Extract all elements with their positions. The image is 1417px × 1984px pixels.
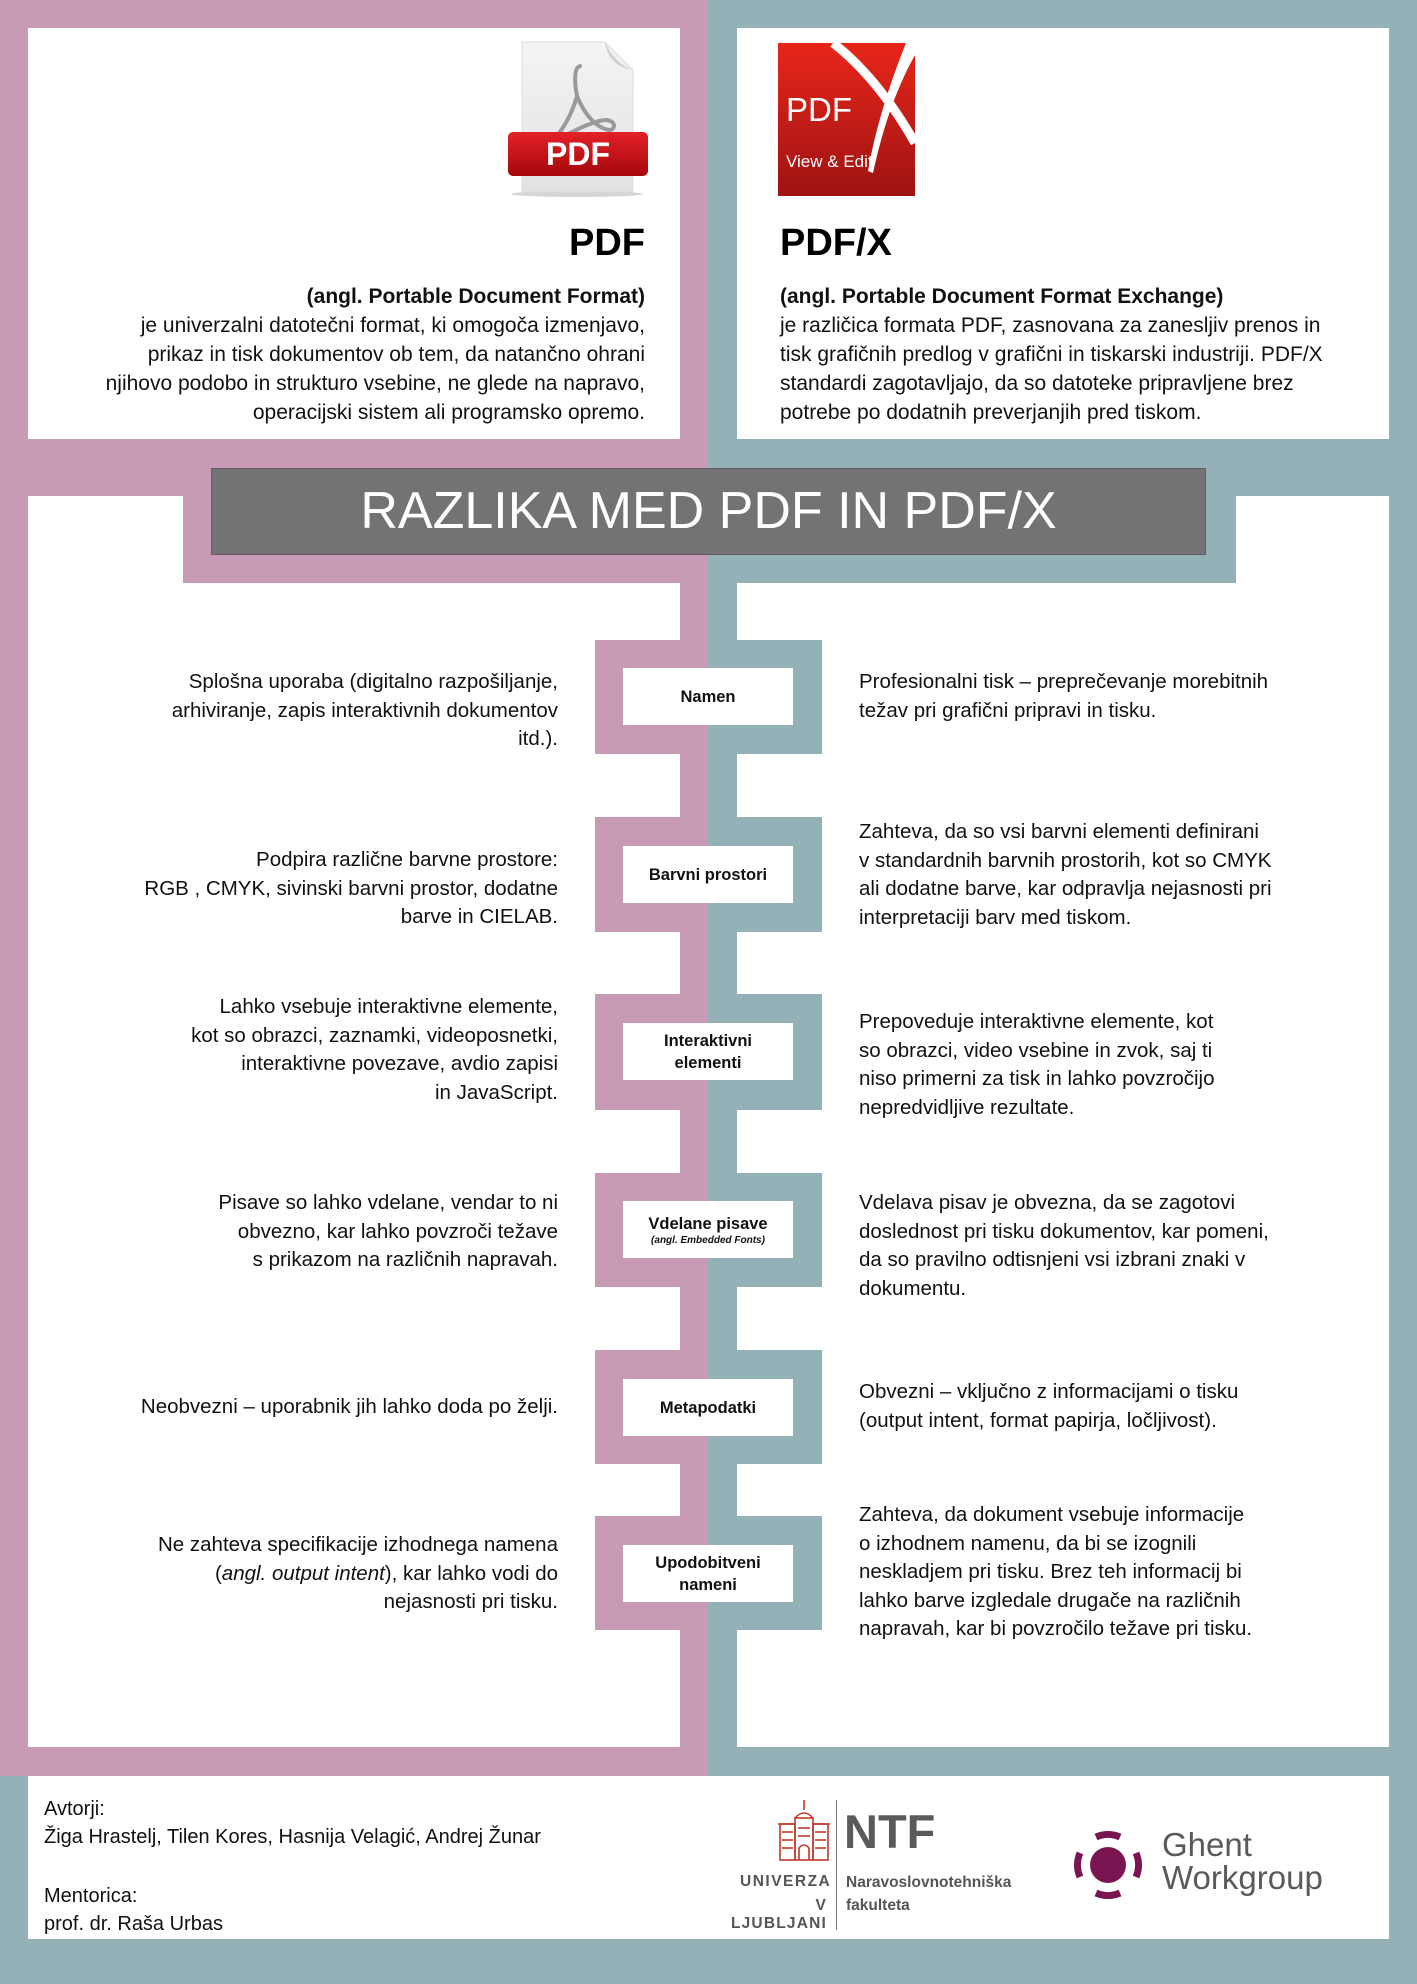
logo-divider [836, 1800, 837, 1930]
pdfx-cell-metapodatki [859, 1378, 1339, 1435]
row-label-text: Vdelane pisave [648, 1214, 768, 1233]
pdf-subtitle: (angl. Portable Document Format) [306, 285, 645, 308]
cell-text: ( [214, 1561, 222, 1585]
pdfx-icon-x [866, 45, 873, 56]
cell-line: Splošna uporaba (digitalno razpošiljanje, [188, 670, 558, 693]
pdf-cell-barvni-prostori [70, 846, 558, 932]
cell-line: da so pravilno odtisnjeni vsi izbrani znaki v [859, 1248, 1246, 1271]
pdfx-title: PDF/X [780, 222, 892, 264]
pdf-cell-interaktivni-elementi [70, 993, 558, 1107]
cell-line: dokumentu. [859, 1276, 967, 1300]
cell-line: težav pri grafični pripravi in tisku. [859, 698, 1157, 722]
row-label-barvni-prostori [623, 846, 793, 903]
cell-line: interpretaciji barv med tiskom. [859, 905, 1132, 929]
cell-line: so obrazci, video vsebine in zvok, saj ti [859, 1038, 1213, 1062]
row-label-text: Interaktivni elementi [663, 1031, 753, 1072]
pdfx-subtitle: (angl. Portable Document Format Exchange) [780, 285, 1224, 308]
university-building-icon [778, 1800, 830, 1862]
pdfx-description-line: potrebe po dodatnih preverjanjih pred tiskom. [780, 401, 1202, 424]
ghent-logo-line2: Workgroup [1162, 1859, 1323, 1896]
pdfx-icon-label: PDF [786, 91, 852, 128]
cell-line: s prikazom na različnih napravah. [252, 1248, 558, 1271]
cell-line: obvezno, kar lahko povzroči težave [237, 1219, 558, 1243]
row-label-namen [623, 668, 793, 725]
pdf-cell-vdelane-pisave [70, 1189, 558, 1275]
cell-line: neskladjem pri tisku. Brez teh informacij bi [859, 1560, 1242, 1583]
university-logo [730, 1800, 1040, 1935]
row-label-subtext: (angl. Embedded Fonts) [651, 1234, 765, 1246]
cell-line: arhiviranje, zapis interaktivnih dokumentov [171, 698, 558, 722]
pdfx-cell-upodobitveni-nameni [859, 1501, 1339, 1644]
pdf-title: PDF [569, 222, 645, 264]
cell-line: interaktivne povezave, avdio zapisi [241, 1052, 558, 1075]
cell-line: ali dodatne barve, kar odpravlja nejasnosti pri [859, 877, 1272, 900]
pdf-icon-label: PDF [546, 136, 610, 172]
mentor-block [44, 1882, 223, 1938]
authors-label: Avtorji: [44, 1798, 105, 1820]
row-label-interaktivni-elementi [623, 1023, 793, 1080]
mentor-name: prof. dr. Raša Urbas [44, 1913, 223, 1935]
pdfx-app-icon [778, 43, 915, 196]
university-name-line1: UNIVERZA [740, 1873, 832, 1890]
pdfx-icon-caption: View & Edit [786, 152, 873, 171]
row-label-text: Metapodatki [659, 1398, 757, 1417]
ghent-workgroup-logo [1074, 1828, 1364, 1903]
cell-line: Obvezni – vključno z informacijami o tisku [859, 1380, 1239, 1403]
cell-line: doslednost pri tisku dokumentov, kar pomeni, [859, 1219, 1269, 1243]
cell-line: Profesionalni tisk – preprečevanje morebitnih [859, 670, 1269, 693]
row-label-metapodatki [623, 1379, 793, 1436]
pdf-description-line: njihovo podobo in strukturo vsebine, ne glede na napravo, [105, 372, 645, 395]
cell-line: nepredvidljive rezultate. [859, 1095, 1075, 1119]
cell-line: Prepoveduje interaktivne elemente, kot [859, 1010, 1214, 1033]
ghent-logo-line1: Ghent [1162, 1826, 1252, 1863]
page-title: RAZLIKA MED PDF IN PDF/X [360, 482, 1057, 540]
cell-line: o izhodnem namenu, da bi se izognili [859, 1531, 1197, 1555]
pdf-cell-upodobitveni-nameni [70, 1531, 558, 1617]
pdf-description-line: je univerzalni datotečni format, ki omogoča izmenjavo, [140, 314, 645, 337]
cell-line: Neobvezni – uporabnik jih lahko doda po želji. [140, 1395, 558, 1418]
authors-names: Žiga Hrastelj, Tilen Kores, Hasnija Velagić, Andrej Žunar [44, 1826, 541, 1848]
row-label-text: Namen [680, 687, 736, 706]
university-name-line2: V LJUBLJANI [730, 1897, 827, 1932]
ghent-workgroup-icon [1074, 1831, 1142, 1899]
authors-block [44, 1795, 541, 1851]
pdf-intro-text [45, 283, 645, 427]
cell-italic-text: angl. output intent [221, 1561, 385, 1585]
cell-line: v standardnih barvnih prostorih, kot so CMYK [859, 848, 1272, 872]
pdf-cell-metapodatki [58, 1393, 558, 1422]
row-label-text: Upodobitveni nameni [655, 1553, 761, 1594]
cell-text: ), kar lahko vodi do [384, 1561, 558, 1585]
pdfx-cell-interaktivni-elementi [859, 1008, 1339, 1122]
cell-line: RGB , CMYK, sivinski barvni prostor, dodatne [144, 876, 558, 900]
cell-line: Vdelava pisav je obvezna, da se zagotovi [859, 1191, 1236, 1214]
cell-line: lahko barve izgledale drugače na različnih [859, 1588, 1241, 1612]
faculty-name-line2: fakulteta [846, 1897, 910, 1914]
mentor-label: Mentorica: [44, 1885, 138, 1907]
pdfx-description-line: standardi zagotavljajo, da so datoteke pripravljene brez [780, 372, 1294, 395]
cell-line [70, 1560, 558, 1589]
pdfx-cell-vdelane-pisave [859, 1189, 1339, 1303]
row-label-text: Barvni prostori [648, 865, 768, 884]
row-label-upodobitveni-nameni [623, 1545, 793, 1602]
faculty-name-line1: Naravoslovnotehniška [846, 1874, 1012, 1891]
cell-line: (output intent, format papirja, ločljivost). [859, 1408, 1217, 1432]
cell-line: Pisave so lahko vdelane, vendar to ni [218, 1191, 558, 1214]
cell-line: Zahteva, da so vsi barvni elementi definirani [859, 820, 1259, 843]
cell-line: Ne zahteva specifikacije izhodnega namena [157, 1533, 558, 1556]
pdfx-description-line: tisk grafičnih predlog v grafični in tiskarski industriji. PDF/X [780, 343, 1323, 366]
row-label-vdelane-pisave [623, 1201, 793, 1258]
cell-line: barve in CIELAB. [400, 905, 558, 928]
faculty-abbr: NTF [844, 1805, 936, 1858]
cell-line: kot so obrazci, zaznamki, videoposnetki, [191, 1023, 558, 1047]
cell-line: napravah, kar bi povzročilo težave pri tisku. [859, 1617, 1253, 1640]
cell-line: itd.). [518, 727, 558, 750]
pdf-description-line: operacijski sistem ali programsko opremo. [252, 401, 645, 424]
cell-line: nejasnosti pri tisku. [383, 1590, 558, 1613]
pdfx-intro-text [780, 283, 1380, 427]
cell-line: Lahko vsebuje interaktivne elemente, [219, 995, 558, 1018]
cell-line: in JavaScript. [434, 1080, 558, 1104]
pdf-cell-namen [70, 668, 558, 754]
cell-line: Podpira različne barvne prostore: [256, 848, 558, 871]
pdfx-cell-barvni-prostori [859, 818, 1339, 932]
pdfx-description-line: je različica formata PDF, zasnovana za zanesljiv prenos in [780, 314, 1321, 337]
pdf-description-line: prikaz in tisk dokumentov ob tem, da natančno ohrani [147, 343, 645, 366]
cell-line: niso primerni za tisk in lahko povzročijo [859, 1067, 1215, 1090]
pdfx-cell-namen [859, 668, 1339, 725]
pdf-file-icon [505, 38, 650, 198]
cell-line: Zahteva, da dokument vsebuje informacije [859, 1503, 1245, 1526]
